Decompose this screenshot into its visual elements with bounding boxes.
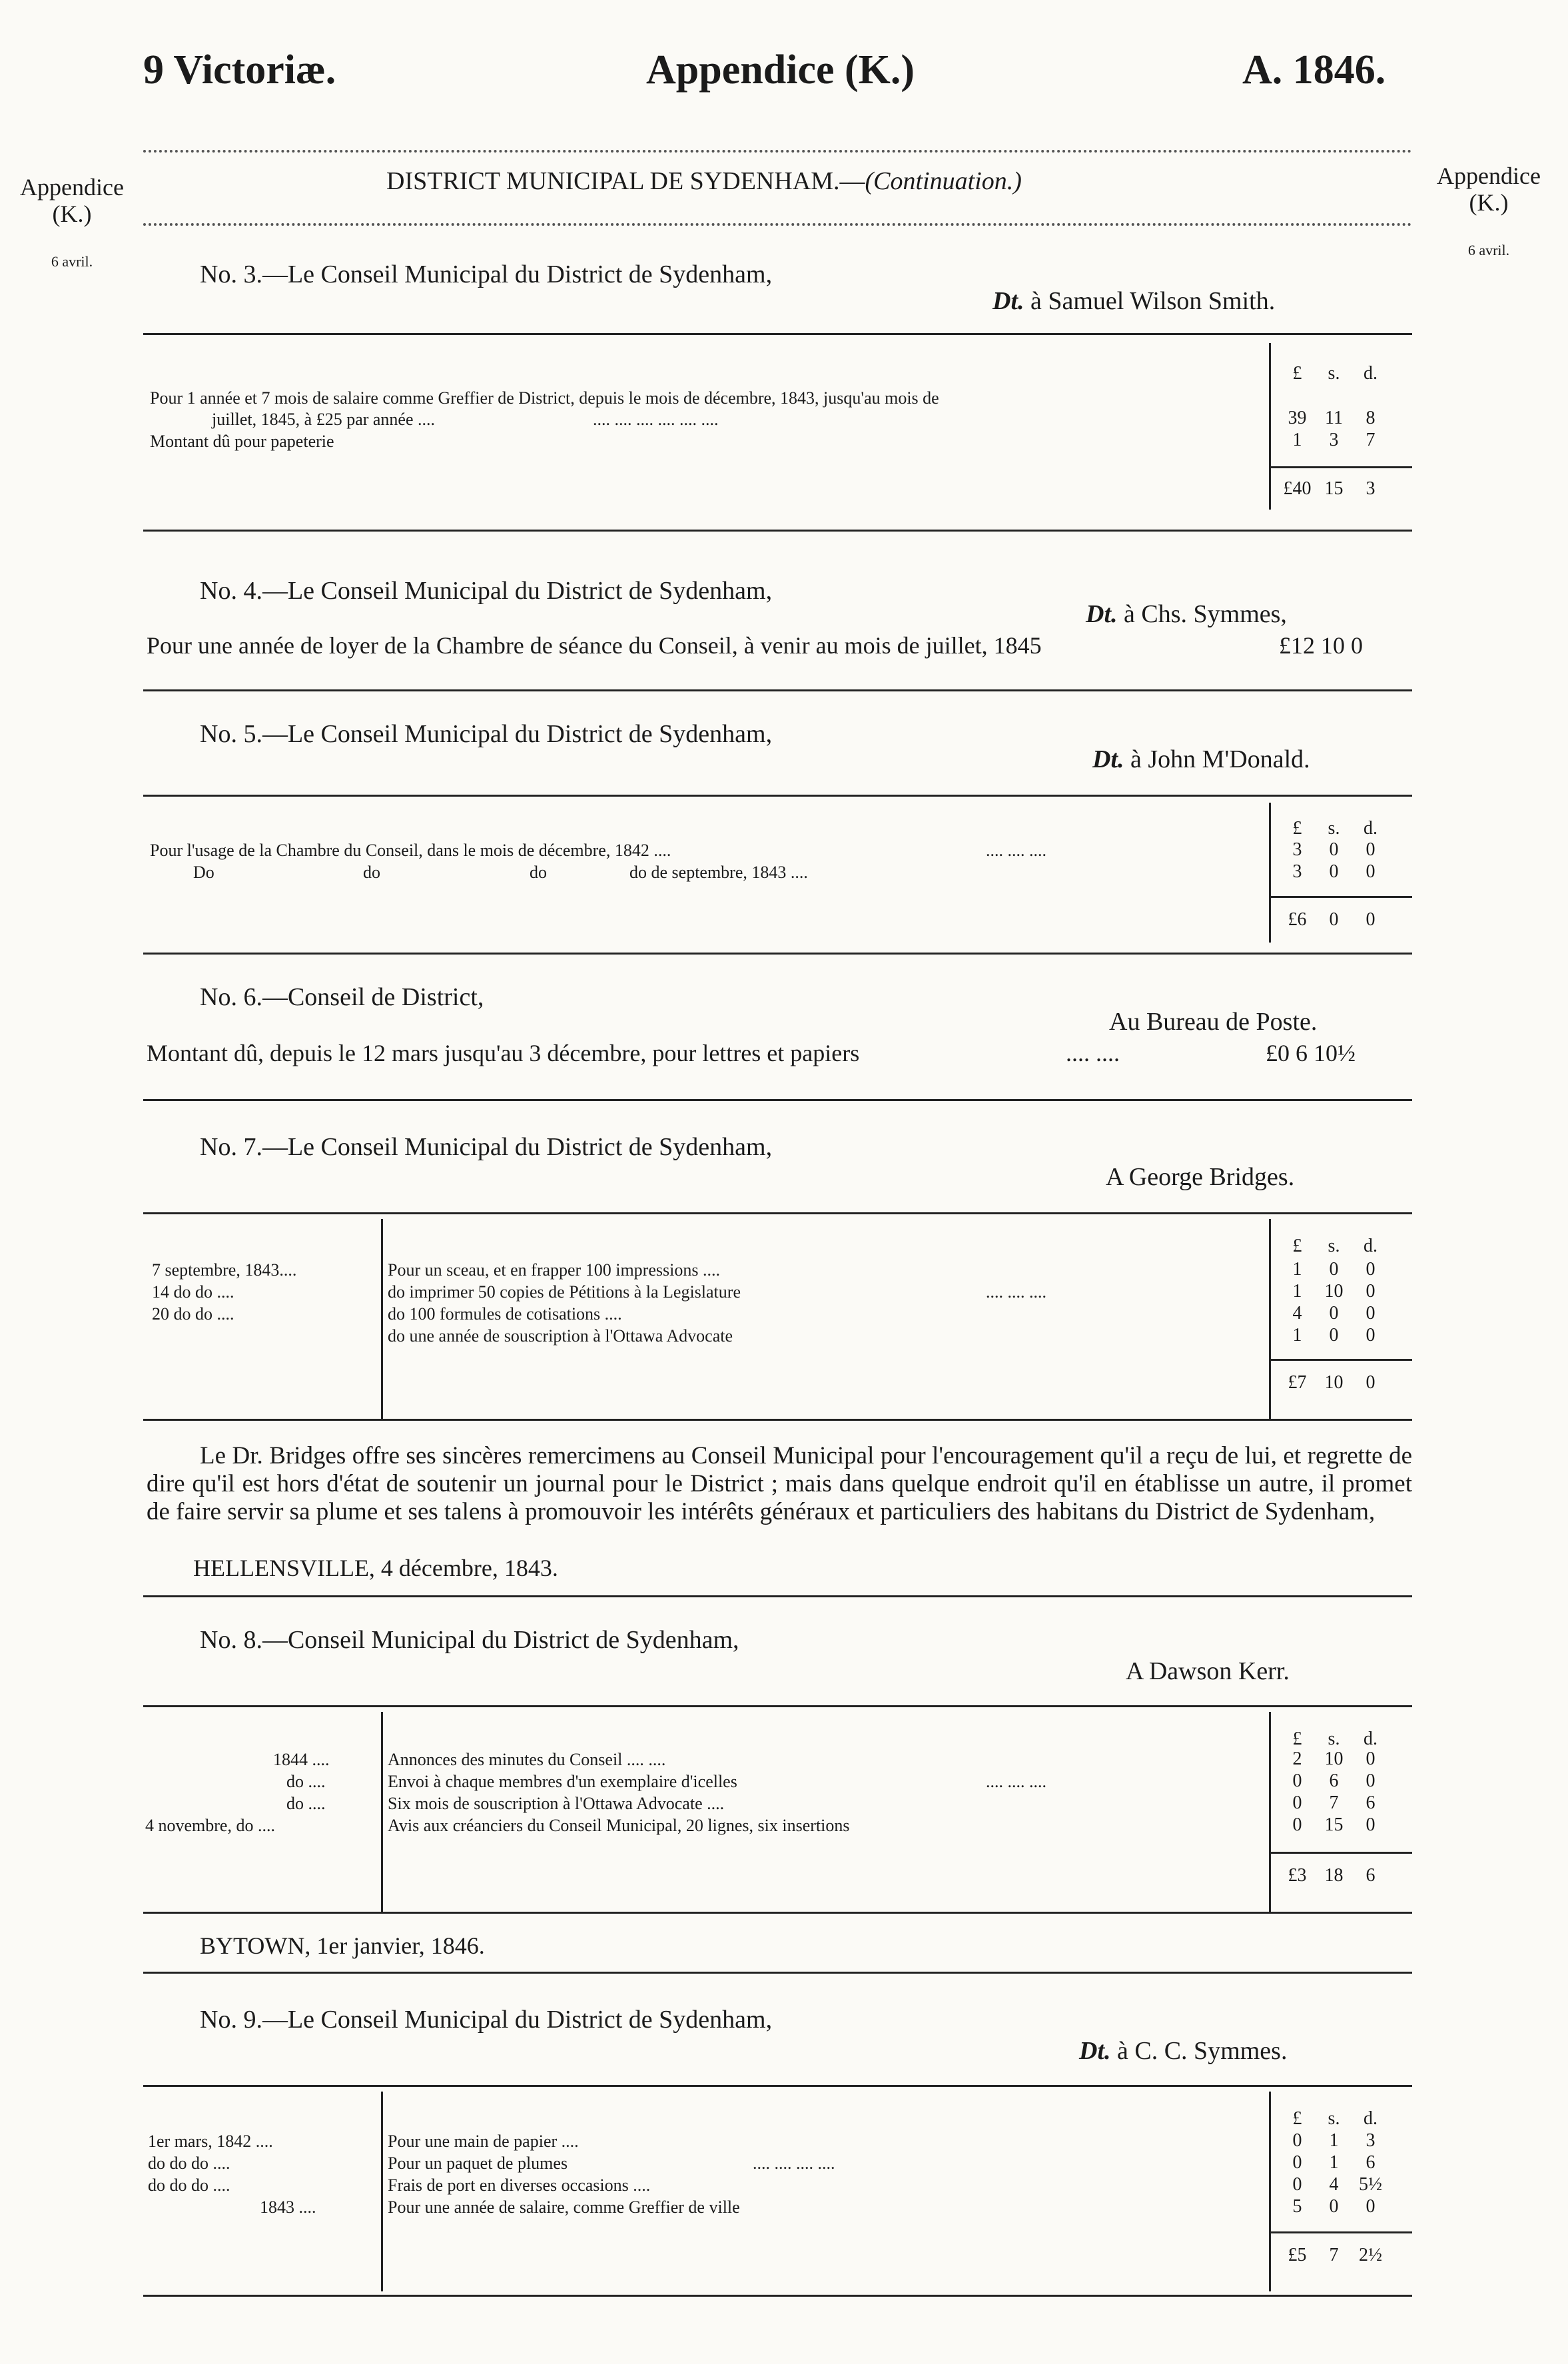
no3-line1: Pour 1 année et 7 mois de salaire comme Greffier de District, depuis le mois de décembre, 1843, jusqu'au mois de: [150, 388, 939, 408]
amt-d: 5½: [1359, 2174, 1382, 2195]
pound-sign: £: [1292, 818, 1302, 839]
total-d: 3: [1366, 478, 1375, 499]
no9-date-col-rule: [381, 2092, 383, 2291]
no7-leader-dots: .... .... ....: [986, 1282, 1046, 1302]
no7-item: do 100 formules de cotisations ....: [388, 1304, 622, 1324]
left-margin-note: [12, 175, 132, 270]
amt-l: 1: [1292, 1281, 1302, 1302]
no8-amount-col-rule: [1269, 1712, 1271, 1912]
no4-rule-bottom: [143, 689, 1412, 691]
no6-line: Montant dû, depuis le 12 mars jusqu'au 3 décembre, pour lettres et papiers: [147, 1040, 860, 1066]
no7-amount: [1279, 1281, 1389, 1302]
pound-sign: £: [1292, 363, 1302, 384]
no8-item: Envoi à chaque membres d'un exemplaire d'icelles: [388, 1772, 737, 1791]
margin-appendice: Appendice: [20, 174, 124, 200]
amt-d: 0: [1366, 1814, 1375, 1835]
amt-d: 0: [1366, 1749, 1375, 1769]
total-s: 7: [1329, 2245, 1339, 2265]
amt-s: 0: [1329, 2196, 1339, 2217]
amt-l: 0: [1292, 2130, 1302, 2151]
margin-appendice: Appendice: [1437, 163, 1541, 189]
section-title-suffix: (Continuation.): [865, 167, 1022, 195]
amt-l: 0: [1292, 2174, 1302, 2195]
no4-line: Pour une année de loyer de la Chambre de séance du Conseil, à venir au mois de juillet, 1845: [147, 632, 1042, 659]
amt-d: 0: [1366, 861, 1375, 882]
no4-payee-name: à Chs. Symmes,: [1124, 600, 1287, 628]
amt-l: 0: [1292, 1771, 1302, 1791]
no8-date-col-rule: [381, 1712, 383, 1912]
no8-date: do ....: [286, 1772, 326, 1791]
dt-label: Dt.: [1086, 600, 1118, 628]
amt-l: 0: [1292, 1792, 1302, 1813]
total-l: £7: [1288, 1372, 1307, 1393]
shilling-sign: s.: [1328, 363, 1340, 384]
amt-l: 3: [1292, 839, 1302, 860]
no9-rule-bottom: [143, 2295, 1412, 2297]
no3-total: [1279, 478, 1389, 500]
no5-leader-dots: .... .... ....: [986, 841, 1046, 860]
amt-s: 6: [1329, 1771, 1339, 1791]
total-s: 18: [1324, 1865, 1344, 1886]
total-l: £6: [1288, 909, 1307, 930]
amt-l: 4: [1292, 1303, 1302, 1324]
no3-line2: juillet, 1845, à £25 par année ....: [212, 410, 436, 429]
section-title: [386, 167, 1022, 196]
no7-date-col-rule: [381, 1219, 383, 1419]
no8-amount: [1279, 1792, 1389, 1814]
no6-heading: No. 6.—Conseil de District,: [200, 983, 484, 1011]
no5-amount2: [1279, 861, 1389, 883]
right-margin-note: [1419, 163, 1559, 258]
no7-rule-top: [143, 1212, 1412, 1214]
no5-total-rule: [1269, 896, 1412, 898]
pound-sign: £: [1292, 1729, 1302, 1749]
no7-heading: No. 7.—Le Conseil Municipal du District de Sydenham,: [200, 1133, 773, 1161]
no8-currency: [1279, 1729, 1389, 1750]
header-center: Appendice (K.): [646, 47, 915, 93]
no7-amount: [1279, 1325, 1389, 1346]
no9-amount: [1279, 2196, 1389, 2217]
no9-total-rule: [1269, 2231, 1412, 2233]
no8-amount: [1279, 1771, 1389, 1792]
amt-l: 3: [1292, 861, 1302, 882]
no3-heading: No. 3.—Le Conseil Municipal du District de Sydenham,: [200, 260, 773, 288]
amt-s: 1: [1329, 2152, 1339, 2173]
amt-d: 0: [1366, 2196, 1375, 2217]
amt-d: 0: [1366, 839, 1375, 860]
no7-date: 20 do do ....: [152, 1304, 234, 1324]
no4-payee: [1086, 599, 1287, 629]
amt-l: 1: [1292, 1325, 1302, 1346]
no3-rule-bottom: [143, 530, 1412, 532]
no3-amount2: [1279, 430, 1389, 451]
no9-leader-dots: .... .... .... ....: [753, 2154, 835, 2173]
margin-date: 6 avril.: [1467, 242, 1510, 259]
no8-item: Avis aux créanciers du Conseil Municipal, 20 lignes, six insertions: [388, 1816, 850, 1835]
no3-line3: Montant dû pour papeterie: [150, 432, 334, 451]
no8-rule-top: [143, 1705, 1412, 1707]
no9-currency: [1279, 2108, 1389, 2130]
header-right: A. 1846.: [1242, 47, 1386, 93]
no9-payee-name: à C. C. Symmes.: [1117, 2037, 1288, 2065]
amt-d: 0: [1366, 1325, 1375, 1346]
no9-amount: [1279, 2174, 1389, 2195]
amt-l: 1: [1292, 1259, 1302, 1280]
no9-amount: [1279, 2130, 1389, 2152]
pence-sign: d.: [1364, 363, 1377, 384]
total-s: 0: [1329, 909, 1339, 930]
no8-payee: A Dawson Kerr.: [1126, 1657, 1290, 1685]
no8-date: 1844 ....: [273, 1750, 330, 1769]
amt-s: 0: [1329, 861, 1339, 882]
no9-item: Pour une année de salaire, comme Greffier de ville: [388, 2197, 740, 2217]
amt-s: 0: [1329, 839, 1339, 860]
amt-s: 10: [1324, 1749, 1344, 1769]
no5-currency: [1279, 818, 1389, 839]
no8-amount: [1279, 1749, 1389, 1770]
amt-d: 6: [1366, 2152, 1375, 2173]
pence-sign: d.: [1364, 818, 1377, 839]
no8-total: [1279, 1865, 1389, 1886]
amt-d: 0: [1366, 1303, 1375, 1324]
no7-total-rule: [1269, 1359, 1412, 1361]
total-d: 0: [1366, 1372, 1375, 1393]
amt-s: 11: [1325, 408, 1343, 428]
top-ornament-rule: [143, 150, 1412, 153]
no8-signoff-rule: [143, 1972, 1412, 1974]
no4-heading: No. 4.—Le Conseil Municipal du District de Sydenham,: [200, 577, 773, 605]
no7-note: Le Dr. Bridges offre ses sincères remercimens au Conseil Municipal pour l'encouragement qu'il a reçu de lui, et regrette de dire qu'il est hors d'état de soutenir un journal pour le District ; mais dans quelque endroit qu'il en établisse un autre, il promet de faire servir sa plume et ses talens à promouvoir les intérêts généraux et particuliers des habitans du District de Sydenham,: [147, 1442, 1412, 1525]
no5-amount1: [1279, 839, 1389, 861]
amt-l: 0: [1292, 1814, 1302, 1835]
margin-k: (K.): [1469, 189, 1509, 216]
amt-l: 5: [1292, 2196, 1302, 2217]
no6-payee: Au Bureau de Poste.: [1109, 1008, 1318, 1036]
no3-rule-top: [143, 333, 1412, 335]
no8-amount: [1279, 1814, 1389, 1836]
margin-k: (K.): [52, 200, 92, 227]
shilling-sign: s.: [1328, 818, 1340, 839]
amt-s: 10: [1324, 1281, 1344, 1302]
no9-total: [1279, 2245, 1389, 2266]
no6-leader-dots: .... ....: [1066, 1040, 1120, 1066]
amt-s: 0: [1329, 1325, 1339, 1346]
no5-rule-bottom: [143, 953, 1412, 955]
no9-rule-top: [143, 2085, 1412, 2087]
pound-sign: £: [1292, 1236, 1302, 1256]
amt-s: 1: [1329, 2130, 1339, 2151]
shilling-sign: s.: [1328, 2108, 1340, 2129]
no8-total-rule: [1269, 1852, 1412, 1854]
amt-l: 2: [1292, 1749, 1302, 1769]
no5-total: [1279, 909, 1389, 931]
no8-item: Six mois de souscription à l'Ottawa Advocate ....: [388, 1794, 725, 1813]
dt-label: Dt.: [1079, 2037, 1111, 2065]
amt-s: 0: [1329, 1259, 1339, 1280]
total-d: 6: [1366, 1865, 1375, 1886]
amt-d: 0: [1366, 1281, 1375, 1302]
no7-note-rule: [143, 1595, 1412, 1597]
total-s: 10: [1324, 1372, 1344, 1393]
no6-amount: £0 6 10½: [1266, 1040, 1356, 1066]
no9-item: Frais de port en diverses occasions ....: [388, 2175, 651, 2195]
amt-l: 39: [1288, 408, 1307, 428]
no7-total: [1279, 1372, 1389, 1393]
no4-amount: £12 10 0: [1279, 632, 1363, 659]
total-l: £5: [1288, 2245, 1307, 2265]
no3-total-rule: [1269, 466, 1412, 468]
no5-heading: No. 5.—Le Conseil Municipal du District de Sydenham,: [200, 720, 773, 748]
no6-rule-bottom: [143, 1099, 1412, 1101]
no8-leader-dots: .... .... ....: [986, 1772, 1046, 1791]
no5-payee: [1092, 745, 1310, 774]
amt-d: 0: [1366, 1771, 1375, 1791]
no3-payee-name: à Samuel Wilson Smith.: [1030, 287, 1276, 315]
amt-d: 0: [1366, 1259, 1375, 1280]
no8-item: Annonces des minutes du Conseil .... ....: [388, 1750, 666, 1769]
no7-amount-col-rule: [1269, 1219, 1271, 1419]
amt-l: 1: [1292, 430, 1302, 450]
total-s: 15: [1324, 478, 1344, 499]
total-l: £3: [1288, 1865, 1307, 1886]
amt-d: 6: [1366, 1792, 1375, 1813]
amt-s: 15: [1324, 1814, 1344, 1835]
no7-item: Pour un sceau, et en frapper 100 impressions ....: [388, 1260, 720, 1280]
no9-item: Pour une main de papier ....: [388, 2132, 579, 2151]
total-d: 2½: [1359, 2245, 1382, 2265]
amt-s: 0: [1329, 1303, 1339, 1324]
no8-rule-bottom: [143, 1912, 1412, 1914]
no5-line2-c: do: [530, 863, 547, 882]
amt-s: 7: [1329, 1792, 1339, 1813]
no9-amount-col-rule: [1269, 2092, 1271, 2291]
total-l: £40: [1283, 478, 1312, 499]
no7-date: 14 do do ....: [152, 1282, 234, 1302]
no7-item: do une année de souscription à l'Ottawa Advocate: [388, 1326, 733, 1346]
no5-line2-b: do: [363, 863, 380, 882]
no5-col-rule: [1269, 803, 1271, 943]
pence-sign: d.: [1364, 2108, 1377, 2129]
shilling-sign: s.: [1328, 1729, 1340, 1749]
no3-amount1: [1279, 408, 1389, 429]
no5-line2-a: Do: [193, 863, 214, 882]
amt-s: 3: [1329, 430, 1339, 450]
no5-line1: Pour l'usage de la Chambre du Conseil, dans le mois de décembre, 1842 ....: [150, 841, 671, 860]
no9-heading: No. 9.—Le Conseil Municipal du District de Sydenham,: [200, 2006, 773, 2034]
no9-payee: [1079, 2036, 1287, 2066]
no7-payee: A George Bridges.: [1106, 1163, 1295, 1191]
no9-date: do do do ....: [148, 2154, 230, 2173]
no8-heading: No. 8.—Conseil Municipal du District de Sydenham,: [200, 1626, 739, 1654]
pound-sign: £: [1292, 2108, 1302, 2129]
no7-signoff: HELLENSVILLE, 4 décembre, 1843.: [193, 1555, 558, 1581]
amt-s: 4: [1329, 2174, 1339, 2195]
no9-amount: [1279, 2152, 1389, 2173]
section-title-text: DISTRICT MUNICIPAL DE SYDENHAM.—: [386, 167, 865, 195]
no9-date: 1er mars, 1842 ....: [148, 2132, 273, 2151]
no7-rule-bottom: [143, 1419, 1412, 1421]
amt-d: 3: [1366, 2130, 1375, 2151]
no3-leader-dots: .... .... .... .... .... ....: [593, 410, 719, 429]
no3-payee: [992, 286, 1275, 316]
dt-label: Dt.: [992, 287, 1024, 315]
no9-item: Pour un paquet de plumes: [388, 2154, 568, 2173]
no7-amount: [1279, 1303, 1389, 1324]
header-left: 9 Victoriæ.: [143, 47, 336, 93]
no5-line2-d: do de septembre, 1843 ....: [629, 863, 808, 882]
pence-sign: d.: [1364, 1236, 1377, 1256]
amt-l: 0: [1292, 2152, 1302, 2173]
pence-sign: d.: [1364, 1729, 1377, 1749]
no9-date: do do do ....: [148, 2175, 230, 2195]
total-d: 0: [1366, 909, 1375, 930]
dt-label: Dt.: [1092, 745, 1124, 773]
no8-date: do ....: [286, 1794, 326, 1813]
no7-amount: [1279, 1259, 1389, 1280]
no7-item: do imprimer 50 copies de Pétitions à la Legislature: [388, 1282, 741, 1302]
amt-d: 8: [1366, 408, 1375, 428]
margin-date: 6 avril.: [51, 253, 93, 270]
no8-date: 4 novembre, do ....: [145, 1816, 275, 1835]
shilling-sign: s.: [1328, 1236, 1340, 1256]
amt-d: 7: [1366, 430, 1375, 450]
no5-payee-name: à John M'Donald.: [1130, 745, 1310, 773]
no3-currency: [1279, 363, 1389, 384]
no5-rule-top: [143, 795, 1412, 797]
no9-date: 1843 ....: [260, 2197, 316, 2217]
no7-currency: [1279, 1236, 1389, 1257]
bottom-ornament-rule: [143, 223, 1412, 226]
no7-date: 7 septembre, 1843....: [152, 1260, 297, 1280]
no8-signoff: BYTOWN, 1er janvier, 1846.: [200, 1932, 485, 1959]
no3-col-rule: [1269, 343, 1271, 510]
